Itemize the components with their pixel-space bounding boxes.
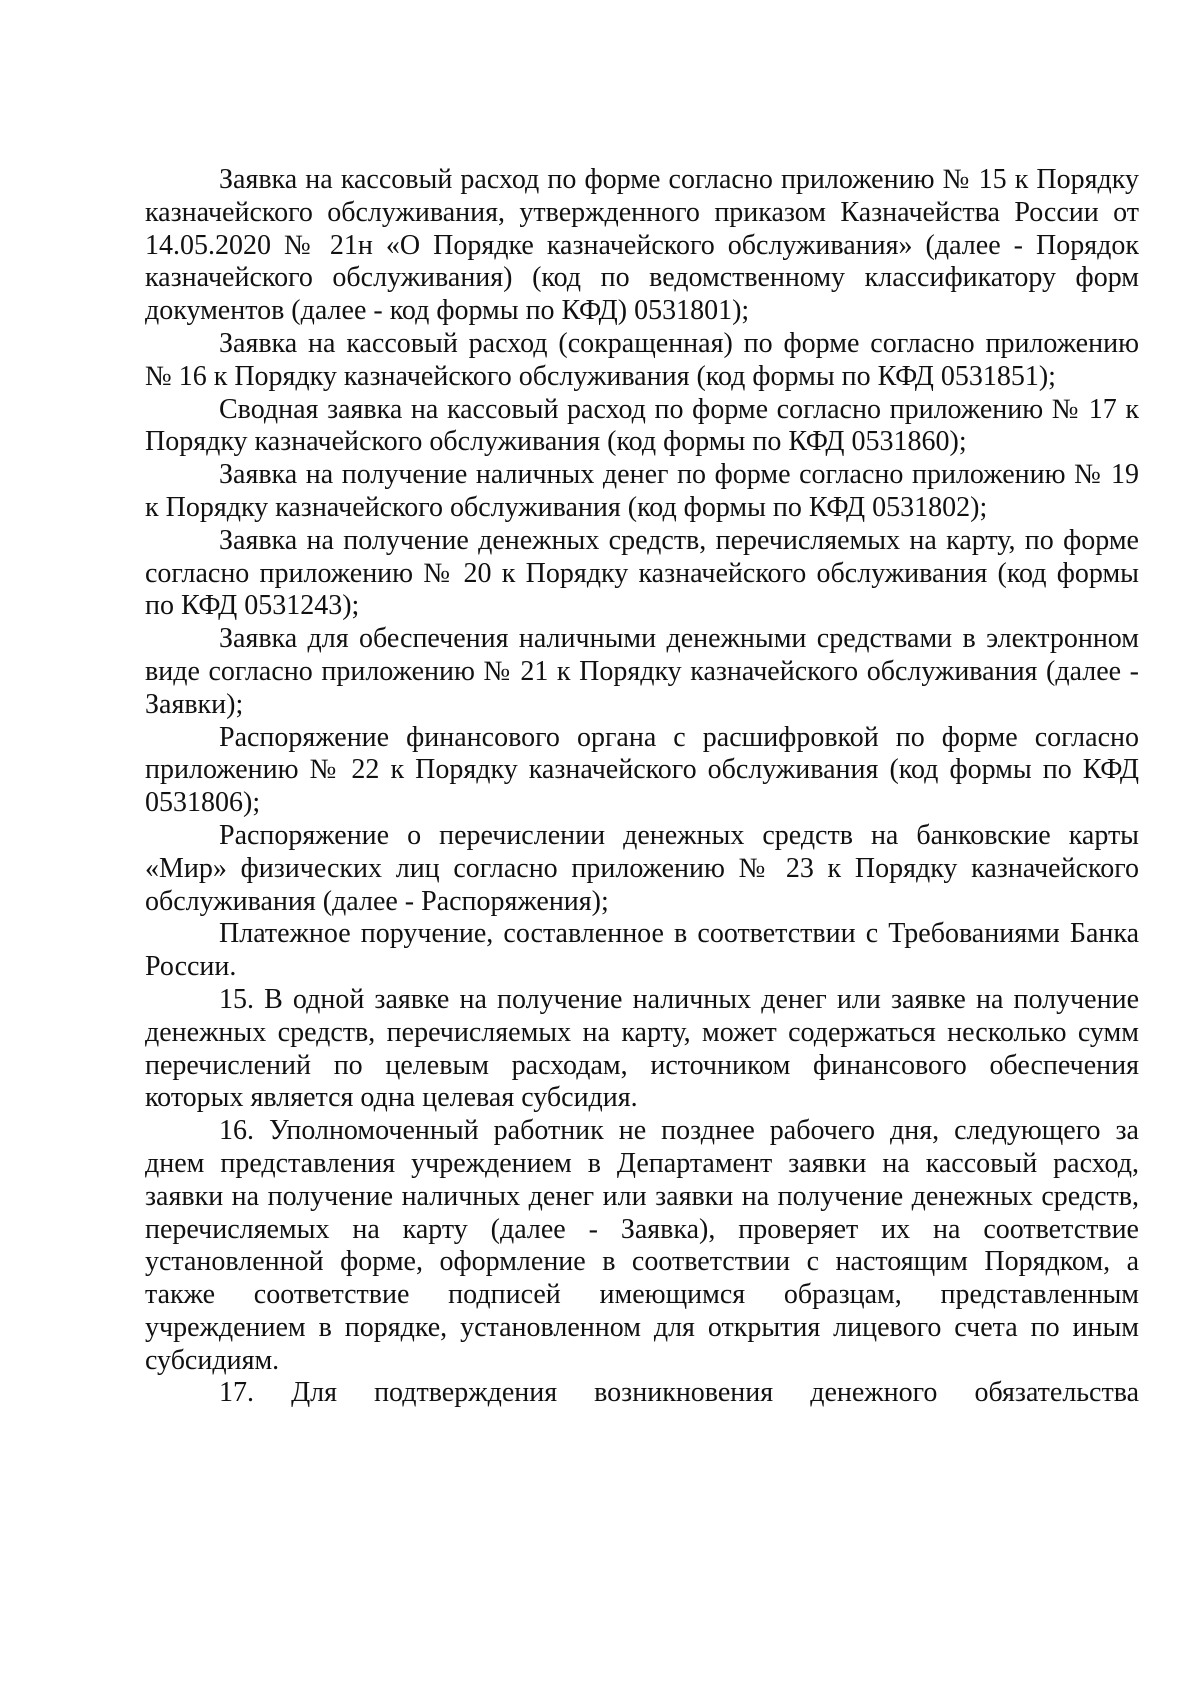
paragraph-electronic-application-21: Заявка для обеспечения наличными денежными средствами в электронном виде согласно приложению № 21 к Порядку казначейского обслуживания (далее - Заявки); bbox=[145, 623, 1139, 720]
paragraph-item-16: 16. Уполномоченный работник не позднее рабочего дня, следующего за днем представления учреждением в Департамент заявки на кассовый расход, заявки на получение наличных денег или заявки на получение денежных средств, перечисляемых на карту (далее - Заявка), проверяет их на соответствие установленной форме, оформление в соответствии с настоящим Порядком, а также соответствие подписей имеющимся образцам, представленным учреждением в порядке, установленном для открытия лицевого счета по иным субсидиям. bbox=[145, 1115, 1139, 1376]
paragraph-item-15: 15. В одной заявке на получение наличных денег или заявке на получение денежных средств, перечисляемых на карту, может содержаться несколько сумм перечислений по целевым расходам, источником финансового обеспечения которых является одна целевая субсидия. bbox=[145, 983, 1139, 1114]
paragraph-financial-order-22: Распоряжение финансового органа с расшифровкой по форме согласно приложению № 22 к Порядку казначейского обслуживания (код формы по КФД 0531806); bbox=[145, 721, 1139, 819]
paragraph-item-17: 17. Для подтверждения возникновения денежного обязательства bbox=[219, 1377, 1139, 1409]
paragraph-cash-application-19: Заявка на получение наличных денег по форме согласно приложению № 19 к Порядку казначейского обслуживания (код формы по КФД 0531802); bbox=[145, 459, 1139, 523]
paragraph-summary-application-17: Сводная заявка на кассовый расход по форме согласно приложению № 17 к Порядку казначейского обслуживания (код формы по КФД 0531860); bbox=[145, 393, 1139, 458]
paragraph-application-form-15: Заявка на кассовый расход по форме согласно приложению № 15 к Порядку казначейского обслуживания, утвержденного приказом Казначейства России от 14.05.2020 № 21н «О Порядке казначейского обслуживания» (далее - Порядок казначейского обслуживания) (код по ведомственному классификатору форм документов (далее - код формы по КФД) 0531801); bbox=[145, 164, 1139, 327]
paragraph-application-form-16: Заявка на кассовый расход (сокращенная) по форме согласно приложению № 16 к Порядку казначейского обслуживания (код формы по КФД 0531851); bbox=[145, 327, 1139, 392]
paragraph-mir-card-order-23: Распоряжение о перечислении денежных средств на банковские карты «Мир» физических лиц согласно приложению № 23 к Порядку казначейского обслуживания (далее - Распоряжения); bbox=[145, 819, 1139, 917]
document-body bbox=[145, 164, 1139, 1410]
paragraph-payment-order: Платежное поручение, составленное в соответствии с Требованиями Банка России. bbox=[145, 918, 1139, 983]
paragraph-card-application-20: Заявка на получение денежных средств, перечисляемых на карту, по форме согласно приложению № 20 к Порядку казначейского обслуживания (код формы по КФД 0531243); bbox=[145, 524, 1139, 622]
